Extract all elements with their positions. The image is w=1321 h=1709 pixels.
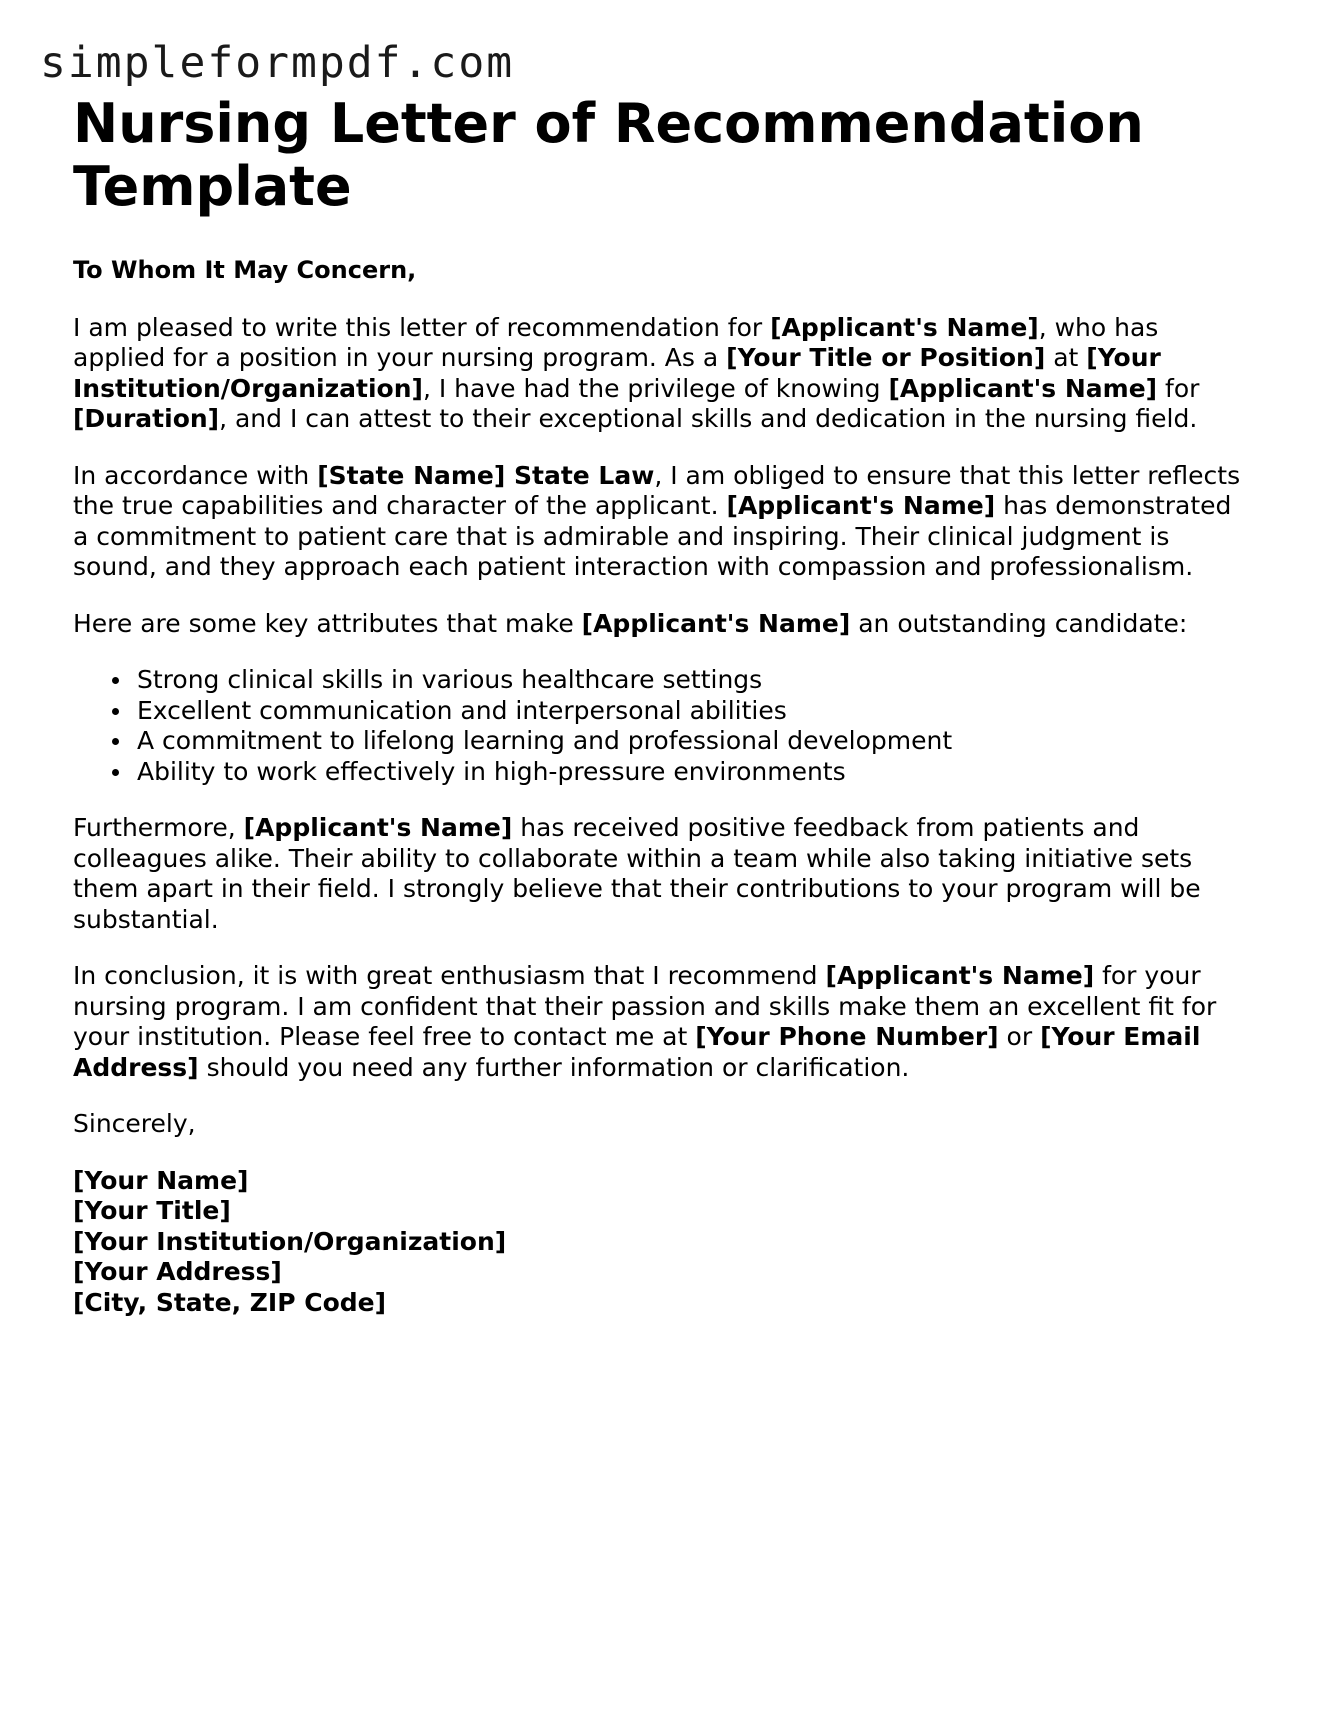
list-item: A commitment to lifelong learning and professional development: [137, 726, 1253, 757]
institution-placeholder: [Your Institution/Organization]: [73, 343, 1161, 403]
applicant-name-placeholder: [Applicant's Name]: [825, 961, 1095, 990]
text: Furthermore,: [73, 813, 244, 842]
text: , who has applied for a position in your nursing program. As a: [73, 312, 1159, 372]
list-item: Strong clinical skills in various healthcare settings: [137, 665, 1253, 696]
paragraph-introduction: [73, 313, 1253, 435]
text: an outstanding candidate:: [850, 608, 1188, 638]
text: for: [1157, 373, 1200, 403]
state-law-placeholder: [State Name] State Law: [317, 460, 655, 490]
text: has demonstrated a commitment to patient care that is admirable and inspiring. Their clinical judgment is sound, and they approach each patient interaction with compassion and professionalism.: [73, 491, 1232, 581]
signature-address: [Your Address]: [73, 1257, 282, 1286]
signature-title: [Your Title]: [73, 1196, 231, 1225]
text: for your nursing program. I am confident that their passion and skills make them an excellent fit for your institution. Please feel free to contact me at: [73, 961, 1217, 1051]
text: , and I can attest to their exceptional skills and dedication in the nursing field.: [219, 404, 1198, 433]
applicant-name-placeholder: [Applicant's Name]: [888, 373, 1158, 403]
page-title: Nursing Letter of Recommendation Template: [73, 92, 1144, 218]
applicant-name-placeholder: [Applicant's Name]: [581, 608, 851, 638]
paragraph-conclusion: [73, 961, 1253, 1083]
text: Here are some key attributes that make: [73, 608, 582, 638]
paragraph-attributes-intro: [73, 609, 1253, 640]
text: or: [998, 1022, 1041, 1051]
applicant-name-placeholder: [Applicant's Name]: [770, 312, 1039, 342]
text: I am pleased to write this letter of recommendation for: [73, 312, 771, 342]
letter-body: [73, 92, 1253, 1318]
text: should you need any further information or clarification.: [198, 1052, 910, 1082]
text: has received positive feedback from patients and colleagues alike. Their ability to collaborate within a team while also taking initiative sets them apart in their field. I strongly believe that their contributions to your program will be substantial.: [73, 813, 1201, 934]
your-title-placeholder: [Your Title or Position]: [726, 343, 1046, 372]
greeting: To Whom It May Concern,: [73, 256, 417, 284]
applicant-name-placeholder: [Applicant's Name]: [726, 491, 996, 520]
signature-institution: [Your Institution/Organization]: [73, 1226, 507, 1256]
attributes-list: [73, 665, 1253, 787]
duration-placeholder: [Duration]: [73, 404, 220, 433]
phone-number-placeholder: [Your Phone Number]: [695, 1022, 999, 1051]
paragraph-feedback: [73, 813, 1253, 935]
list-item: Ability to work effectively in high-pressure environments: [137, 757, 1253, 788]
text: at: [1045, 343, 1087, 372]
applicant-name-placeholder: [Applicant's Name]: [243, 813, 513, 842]
closing: Sincerely,: [73, 1109, 196, 1138]
text: In accordance with: [73, 460, 318, 490]
text: In conclusion, it is with great enthusiasm that I recommend: [73, 961, 826, 990]
signature-city-state-zip: [City, State, ZIP Code]: [73, 1287, 387, 1317]
signature-name: [Your Name]: [73, 1165, 249, 1195]
list-item: Excellent communication and interpersonal abilities: [137, 696, 1253, 727]
watermark-text: simpleformpdf.com: [40, 38, 515, 88]
signature-block: [73, 1166, 1253, 1319]
text: , I have had the privilege of knowing: [422, 373, 889, 403]
text: , I am obliged to ensure that this letter reflects the true capabilities and character of the applicant.: [73, 460, 1241, 520]
paragraph-state-law: [73, 461, 1253, 583]
email-address-placeholder: [Your Email Address]: [73, 1022, 1201, 1082]
